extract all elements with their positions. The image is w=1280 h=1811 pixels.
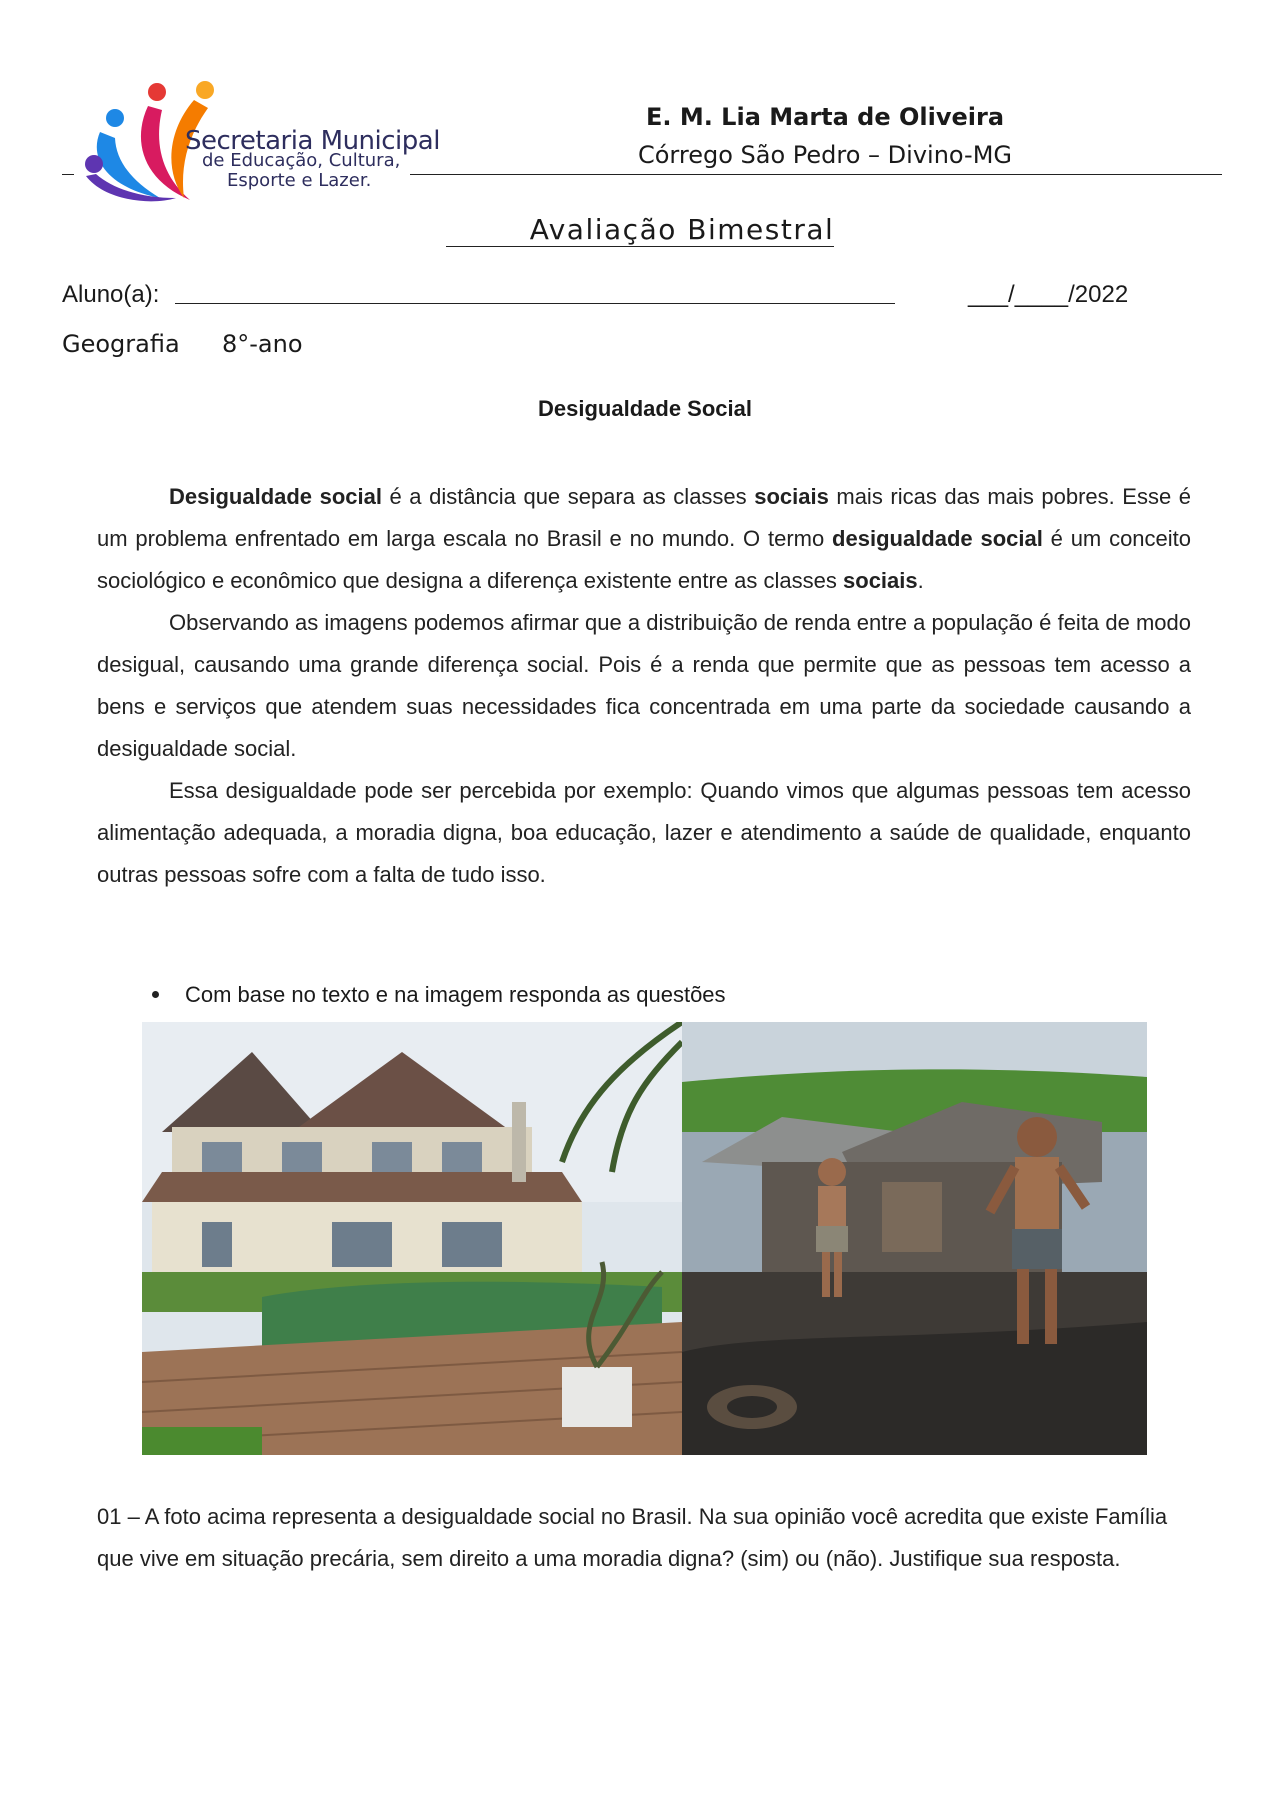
- logo-text-line1: Secretaria Municipal: [185, 126, 440, 156]
- school-name: E. M. Lia Marta de Oliveira: [645, 103, 1005, 131]
- header-rule: [410, 174, 1222, 175]
- paragraph-3: Essa desigualdade pode ser percebida por exemplo: Quando vimos que algumas pessoas tem acesso alimentação adequada, a moradia digna, boa educação, lazer e atendimento a saúde de qualidade, enquanto outras pessoas sofre com a falta de tudo isso.: [97, 778, 1191, 887]
- subject-label: Geografia: [62, 330, 180, 358]
- student-label: Aluno(a):: [62, 281, 160, 308]
- question-1: 01 – A foto acima representa a desigualdade social no Brasil. Na sua opinião você acredita que existe Família que vive em situação precária, sem direito a uma moradia digna? (sim) ou (não). Justifique sua resposta.: [97, 1504, 1168, 1571]
- logo-text-line3: Esporte e Lazer.: [227, 170, 372, 191]
- instruction-text: Com base no texto e na imagem responda as questões: [185, 982, 726, 1007]
- evaluation-title-text: Avaliação Bimestral: [446, 213, 835, 247]
- paragraph-1: Desigualdade social é a distância que separa as classes sociais mais ricas das mais pobres. Esse é um problema enfrentado em larga escala no Brasil e no mundo. O termo desigualdade social é um conceito sociológico e econômico que designa a diferença existente entre as classes sociais.: [97, 484, 1192, 593]
- header-rule-left: [62, 174, 74, 175]
- section-title: Desigualdade Social: [538, 396, 752, 421]
- body-text: [97, 476, 1191, 896]
- logo-text-line2: de Educação, Cultura,: [202, 150, 401, 171]
- paragraph-2: Observando as imagens podemos afirmar que a distribuição de renda entre a população é feita de modo desigual, causando uma grande diferença social. Pois é a renda que permite que as pessoas tem acesso a bens e serviços que atendem suas necessidades fica concentrada em uma parte da sociedade causando a desigualdade social.: [97, 610, 1191, 761]
- school-location: Córrego São Pedro – Divino-MG: [637, 141, 1012, 169]
- inequality-photos: [142, 1022, 1147, 1455]
- instruction-bullet: [152, 982, 726, 1008]
- bullet-icon: [152, 991, 159, 998]
- student-name-field[interactable]: [175, 303, 895, 304]
- mansion-photo: [142, 1022, 682, 1455]
- date-field[interactable]: ___/____/2022: [968, 281, 1129, 308]
- evaluation-title: [0, 213, 1280, 246]
- grade-label: 8°-ano: [222, 330, 303, 358]
- slum-photo: [682, 1022, 1147, 1455]
